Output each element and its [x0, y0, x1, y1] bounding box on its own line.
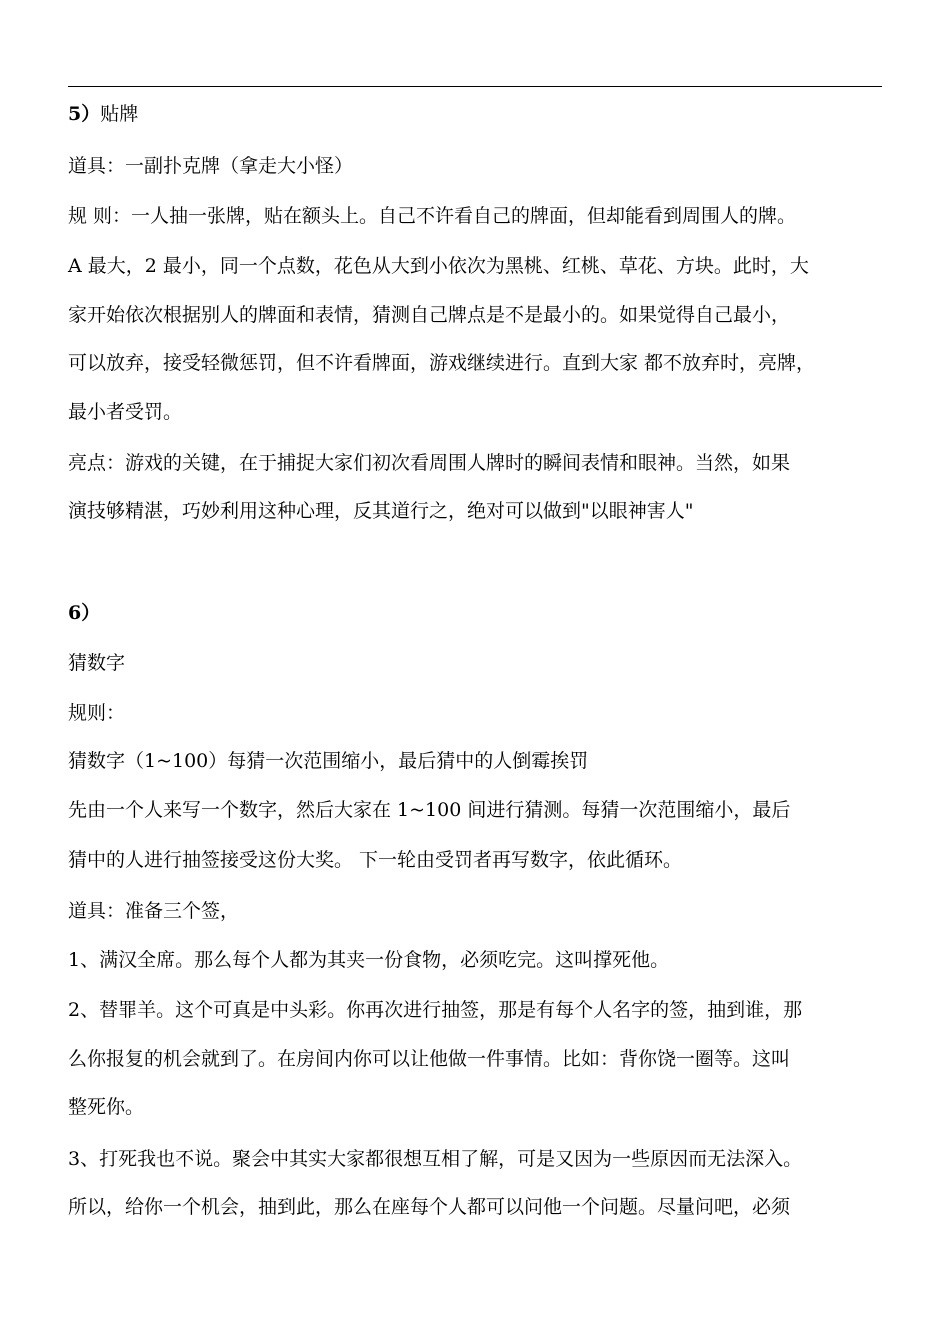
section5-tools: 道具：一副扑克牌（拿走大小怪） [68, 155, 354, 177]
list-item-1: 1、满汉全席。那么每个人都为其夹一份食物，必须吃完。这叫撑死他。 [68, 949, 670, 971]
list-item-2-line: 么你报复的机会就到了。在房间内你可以让他做一件事情。比如：背你饶一圈等。这叫 [68, 1048, 791, 1070]
section6-heading-number: 6） [68, 602, 101, 624]
list-item-2-line: 2、替罪羊。这个可真是中头彩。你再次进行抽签，那是有每个人名字的签，抽到谁，那 [68, 999, 803, 1021]
section6-summary: 猜数字（1~100）每猜一次范围缩小，最后猜中的人倒霉挨罚 [68, 750, 589, 772]
section5-rules-line: 最小者受罚。 [68, 401, 183, 423]
list-item-2-line: 整死你。 [68, 1096, 145, 1118]
header-rule [68, 86, 882, 87]
section6-desc-line: 先由一个人来写一个数字，然后大家在 1~100 间进行猜测。每猜一次范围缩小，最后 [68, 799, 791, 821]
section5-rules-line: 可以放弃，接受轻微惩罚，但不许看牌面，游戏继续进行。直到大家 都不放弃时，亮牌， [68, 352, 816, 374]
section5-highlight-line: 演技够精湛，巧妙利用这种心理，反其道行之，绝对可以做到"以眼神害人" [68, 500, 694, 522]
section5-heading [68, 101, 884, 127]
section5-heading-number: 5） [68, 103, 101, 125]
section6-rules-label: 规则： [68, 702, 126, 724]
section5-heading-text: 贴牌 [100, 103, 139, 125]
section5-rules-line: A 最大，2 最小，同一个点数，花色从大到小依次为黑桃、红桃、草花、方块。此时，大 [68, 255, 809, 277]
section6-title: 猜数字 [68, 652, 126, 674]
section5-highlight-line: 亮点：游戏的关键，在于捕捉大家们初次看周围人牌时的瞬间表情和眼神。当然，如果 [68, 452, 791, 474]
section5-rules-line: 家开始依次根据别人的牌面和表情，猜测自己牌点是不是最小的。如果觉得自己最小， [68, 304, 791, 326]
section6-desc-line: 猜中的人进行抽签接受这份大奖。 下一轮由受罚者再写数字，依此循环。 [68, 849, 683, 871]
list-item-3-line: 3、打死我也不说。聚会中其实大家都很想互相了解，可是又因为一些原因而无法深入。 [68, 1148, 803, 1170]
section6-tools: 道具：准备三个签， [68, 900, 240, 922]
section5-rules-line: 规 则：一人抽一张牌，贴在额头上。自己不许看自己的牌面，但却能看到周围人的牌。 [68, 205, 797, 227]
list-item-3-line: 所以，给你一个机会，抽到此，那么在座每个人都可以问他一个问题。尽量问吧，必须 [68, 1196, 791, 1218]
